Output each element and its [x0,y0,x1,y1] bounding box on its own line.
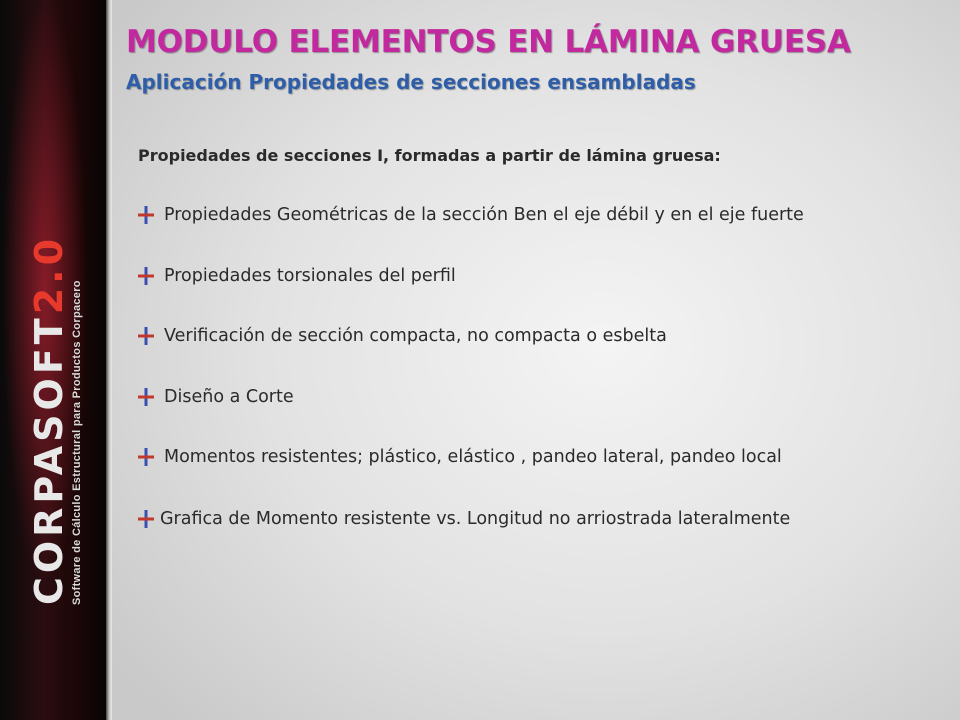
slide-subtitle: Aplicación Propiedades de secciones ensambladas [126,70,696,94]
logo-wordmark: CORPASOFT2.0 [27,234,71,606]
four-point-star-bullet-icon [138,206,154,224]
bullet-text: Propiedades Geométricas de la sección Ben el eje débil y en el eje fuerte [164,205,804,225]
four-point-star-bullet-icon [138,267,154,285]
sidebar-brand-panel [0,0,112,720]
logo-tagline: Software de Cálculo Estructural para Productos Corpacero [71,280,83,606]
four-point-star-bullet-icon [138,448,154,466]
logo-version: 2.0 [27,234,71,315]
slide-content [112,0,960,720]
bullet-item [138,326,667,346]
bullet-text: Propiedades torsionales del perfil [164,266,456,286]
four-point-star-bullet-icon [138,510,154,528]
bullet-item [138,447,782,467]
intro-text: Propiedades de secciones I, formadas a partir de lámina gruesa: [138,146,721,165]
slide-title: MODULO ELEMENTOS EN LÁMINA GRUESA [126,24,851,60]
four-point-star-bullet-icon [138,388,154,406]
bullet-text: Verificación de sección compacta, no compacta o esbelta [164,326,667,346]
bullet-item [138,387,294,407]
bullet-text: Diseño a Corte [164,387,294,407]
bullet-item [138,509,790,529]
bullet-item [138,205,804,225]
bullet-item [138,266,456,286]
four-point-star-bullet-icon [138,327,154,345]
bullet-text: Momentos resistentes; plástico, elástico , pandeo lateral, pandeo local [164,447,782,467]
bullet-text: Grafica de Momento resistente vs. Longitud no arriostrada lateralmente [160,509,791,529]
